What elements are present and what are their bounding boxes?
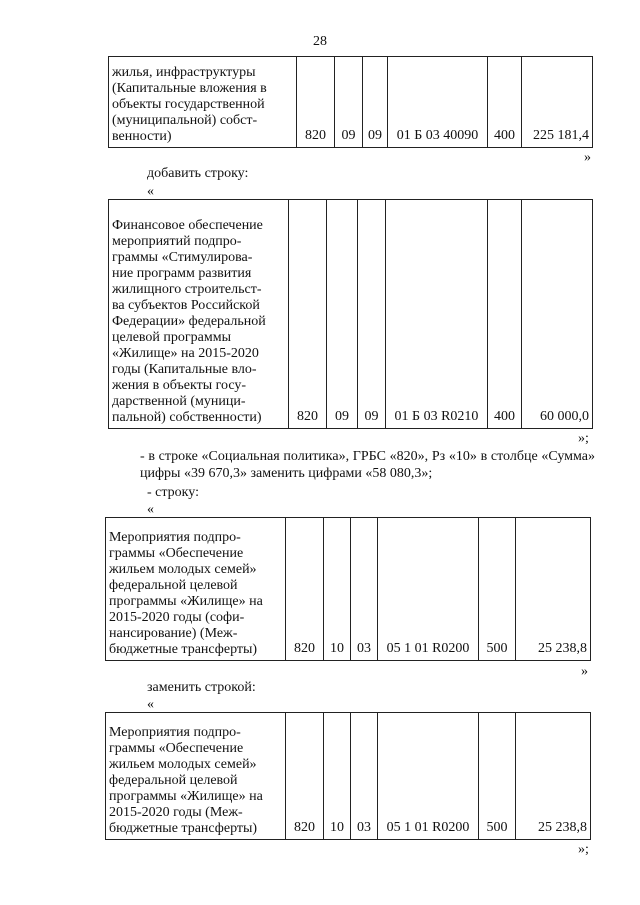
budget-table-3 [105,517,591,661]
row-name-line: (Капитальные вложения в [112,81,267,96]
opening-quote: « [147,697,154,712]
row-name-line: жильем молодых семей» [109,757,257,772]
vr-cell: 500 [479,518,516,661]
row-label: - строку: [147,485,199,500]
row-name-line: жения в объекты госу- [112,378,247,393]
csr-cell: 05 1 01 R0200 [378,518,479,661]
instruction-text: - в строке «Социальная политика», ГРБС «820», Рз «10» в столбце «Сумма» цифры «39 670,3» заменить цифрами «58 080,3»; [140,449,595,481]
row-name-line: граммы «Обеспечение [109,546,244,561]
row-name-line: нансирование) (Меж- [109,626,238,641]
row-name-cell [109,200,289,429]
rz-cell: 09 [335,57,363,148]
row-name-line: федеральной целевой [109,773,238,788]
table-row [109,200,593,429]
budget-table-4 [105,712,591,840]
row-name-line: пальной) собственности) [112,410,262,425]
sum-cell: 25 238,8 [516,713,591,840]
rz-cell: 10 [324,518,351,661]
closing-quote: » [584,150,591,165]
row-name-line: Федерации» федеральной [112,314,266,329]
grbs-cell: 820 [297,57,335,148]
table-row [106,518,591,661]
closing-quote: » [581,664,588,679]
sum-cell: 225 181,4 [522,57,593,148]
row-name-line: граммы «Стимулирова- [112,250,253,265]
grbs-cell: 820 [286,518,324,661]
rz-cell: 10 [324,713,351,840]
row-name-line: программы «Жилище» на [109,594,263,609]
table-row [109,57,593,148]
row-name-cell [106,518,286,661]
row-name-line: федеральной целевой [109,578,238,593]
pr-cell: 09 [363,57,388,148]
vr-cell: 500 [479,713,516,840]
table-row [106,713,591,840]
opening-quote: « [147,184,154,199]
vr-cell: 400 [488,200,522,429]
row-name-line: граммы «Обеспечение [109,741,244,756]
page-number: 28 [313,34,327,49]
csr-cell: 01 Б 03 R0210 [386,200,488,429]
row-name-cell [109,57,297,148]
row-name-line: объекты государственной [112,97,265,112]
budget-table-2 [108,199,593,429]
pr-cell: 03 [351,713,378,840]
row-name-line: целевой программы [112,330,231,345]
row-name-line: бюджетные трансферты) [109,642,258,657]
row-name-line: венности) [112,129,172,144]
row-name-line: (муниципальной) собст- [112,113,258,128]
csr-cell: 05 1 01 R0200 [378,713,479,840]
opening-quote: « [147,502,154,517]
pr-cell: 03 [351,518,378,661]
sum-cell: 25 238,8 [516,518,591,661]
row-name-line: «Жилище» на 2015-2020 [112,346,259,361]
row-name-line: ние программ развития [112,266,252,281]
row-name-line: 2015-2020 годы (софи- [109,610,245,625]
add-row-label: добавить строку: [147,166,249,181]
row-name-line: дарственной (муници- [112,394,246,409]
row-name-line: ва субъектов Российской [112,298,260,313]
row-name-line: 2015-2020 годы (Меж- [109,805,243,820]
pr-cell: 09 [358,200,386,429]
row-name-line: программы «Жилище» на [109,789,263,804]
closing-quote: »; [578,431,589,446]
row-name-line: Мероприятия подпро- [109,725,241,740]
row-name-line: бюджетные трансферты) [109,821,258,836]
row-name-line: жильем молодых семей» [109,562,257,577]
row-name-line: мероприятий подпро- [112,234,242,249]
row-name-line: жилищного строительст- [112,282,262,297]
replace-row-label: заменить строкой: [147,680,256,695]
budget-table-1 [108,56,593,148]
grbs-cell: 820 [286,713,324,840]
row-name-line: Мероприятия подпро- [109,530,241,545]
grbs-cell: 820 [289,200,327,429]
row-name-line: жилья, инфраструктуры [112,65,256,80]
row-name-line: годы (Капитальные вло- [112,362,257,377]
vr-cell: 400 [488,57,522,148]
row-name-line: Финансовое обеспечение [112,218,263,233]
row-name-cell [106,713,286,840]
rz-cell: 09 [327,200,358,429]
csr-cell: 01 Б 03 40090 [388,57,488,148]
closing-quote: »; [578,842,589,857]
sum-cell: 60 000,0 [522,200,593,429]
